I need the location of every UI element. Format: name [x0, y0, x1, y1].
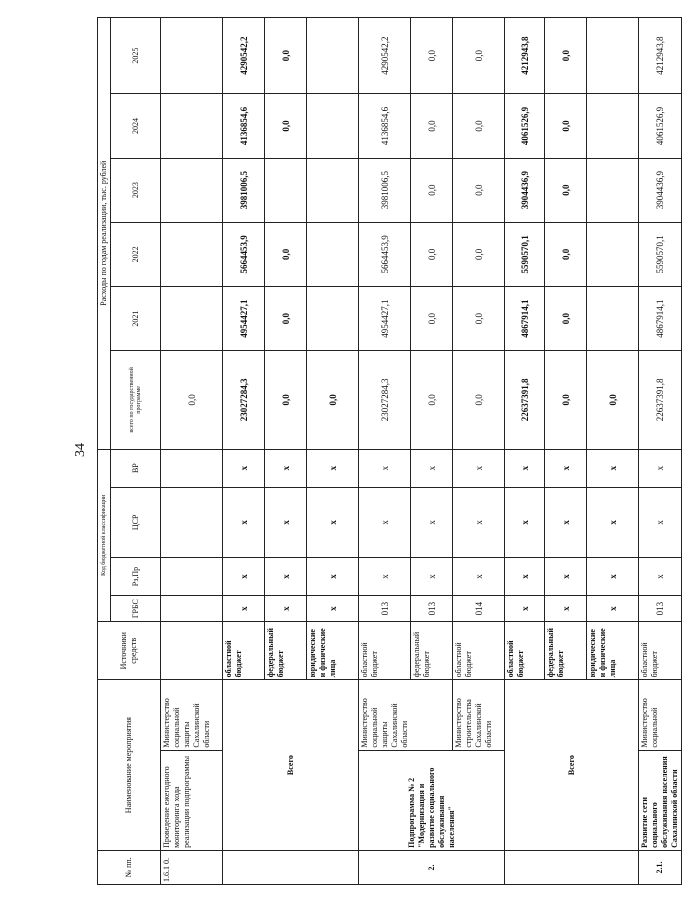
cell-csr: x: [265, 487, 307, 557]
cell-2021: 0,0: [411, 287, 453, 351]
budget-table: [97, 17, 682, 885]
cell-2024: [587, 94, 639, 158]
row-responsible: Министерство строительства Сахалинской области: [453, 680, 505, 750]
cell-grbs: x: [265, 596, 307, 622]
page-number: 34: [73, 443, 88, 457]
cell-2023: 3904436,9: [639, 158, 682, 222]
cell-grbs: x: [505, 596, 545, 622]
cell-csr: x: [307, 487, 359, 557]
cell-csr: x: [545, 487, 587, 557]
cell-grbs: x: [307, 596, 359, 622]
cell-vr: x: [223, 449, 265, 487]
cell-2023: 3981006,5: [359, 158, 411, 222]
cell-2022: 5590570,1: [639, 222, 682, 286]
cell-2021: 4954427,1: [359, 287, 411, 351]
header-grbs: ГРБС: [111, 596, 161, 622]
cell-rzpr: x: [453, 557, 505, 595]
cell-rzpr: x: [545, 557, 587, 595]
header-2023: 2023: [111, 158, 161, 222]
cell-vr: x: [307, 449, 359, 487]
header-2024: 2024: [111, 94, 161, 158]
cell-grbs: x: [587, 596, 639, 622]
table-row: [359, 18, 411, 885]
cell-2025: 0,0: [265, 18, 307, 94]
cell-total: 23027284,3: [359, 351, 411, 449]
cell-2023: [265, 158, 307, 222]
cell-source: областной бюджет: [359, 622, 411, 680]
cell-vr: x: [505, 449, 545, 487]
cell-2022: 0,0: [411, 222, 453, 286]
cell-source: областной бюджет: [505, 622, 545, 680]
vsego-label: Всего: [505, 680, 639, 851]
header-csr: ЦСР: [111, 487, 161, 557]
cell-total: 0,0: [545, 351, 587, 449]
cell-rzpr: x: [587, 557, 639, 595]
cell-grbs: 013: [411, 596, 453, 622]
header-2025: 2025: [111, 18, 161, 94]
cell-2024: 4136854,6: [359, 94, 411, 158]
cell-grbs: 014: [453, 596, 505, 622]
cell-vr: x: [639, 449, 682, 487]
row-responsible: Министерство социальной защиты Сахалинской области: [161, 680, 223, 750]
cell-csr: x: [639, 487, 682, 557]
cell-2024: 4136854,6: [223, 94, 265, 158]
cell-2021: 0,0: [545, 287, 587, 351]
cell-source: областной бюджет: [223, 622, 265, 680]
cell-2023: 0,0: [453, 158, 505, 222]
cell-rzpr: x: [411, 557, 453, 595]
cell-2021: 4867914,1: [639, 287, 682, 351]
cell-total: 22637391,8: [505, 351, 545, 449]
table-row: [639, 18, 682, 885]
cell-2021: 4867914,1: [505, 287, 545, 351]
cell-2025: [307, 18, 359, 94]
cell-2024: 0,0: [265, 94, 307, 158]
cell-2022: 5664453,9: [223, 222, 265, 286]
header-total: всего по государственной программе: [111, 351, 161, 449]
cell-csr: x: [359, 487, 411, 557]
header-rzpr: Рз,Пр: [111, 557, 161, 595]
cell-2025: 4290542,2: [359, 18, 411, 94]
header-source: Источники средств: [98, 622, 161, 680]
cell-2024: 0,0: [411, 94, 453, 158]
row-responsible: Министерство социальной: [639, 680, 682, 750]
cell-source: федеральный бюджет: [545, 622, 587, 680]
cell-2021: 4954427,1: [223, 287, 265, 351]
cell-2022: 5590570,1: [505, 222, 545, 286]
cell-rzpr: x: [639, 557, 682, 595]
cell-2023: 3904436,9: [505, 158, 545, 222]
row-name: Развитие сети социального обслуживания населения Сахалинской области: [639, 750, 682, 850]
cell-2025: 4290542,2: [223, 18, 265, 94]
cell-source: юридические и физические лица: [587, 622, 639, 680]
cell-grbs: x: [223, 596, 265, 622]
row-num: 2.1.: [639, 850, 682, 884]
vsego-label: Всего: [223, 680, 359, 851]
table-row: [505, 18, 545, 885]
row-name: Проведение ежегодного мониторинга хода реализации подпрограммы: [161, 750, 223, 850]
cell-2025: 4212943,8: [505, 18, 545, 94]
cell-2022: [307, 222, 359, 286]
cell-grbs: 013: [359, 596, 411, 622]
subprogram-name: Подпрограмма № 2 "Модернизация и развитие социального обслуживания населения": [359, 750, 505, 850]
cell-csr: x: [223, 487, 265, 557]
cell-csr: x: [411, 487, 453, 557]
cell-vr: x: [587, 449, 639, 487]
cell-source: юридические и физические лица: [307, 622, 359, 680]
rotated-table-container: [97, 17, 679, 885]
cell-2021: [587, 287, 639, 351]
cell-2024: 4061526,9: [639, 94, 682, 158]
cell-2023: 0,0: [411, 158, 453, 222]
cell-vr: x: [545, 449, 587, 487]
cell-source: областной бюджет: [453, 622, 505, 680]
header-num: № пп.: [98, 850, 161, 884]
cell-source: федеральный бюджет: [411, 622, 453, 680]
cell-2025: 0,0: [453, 18, 505, 94]
cell-total: 0,0: [411, 351, 453, 449]
cell-total: 0,0: [265, 351, 307, 449]
cell-total: 0,0: [453, 351, 505, 449]
cell-2025: 0,0: [411, 18, 453, 94]
row-num: 1.6.1 0.: [161, 850, 223, 884]
cell-2023: 0,0: [545, 158, 587, 222]
cell-2022: [587, 222, 639, 286]
cell-total: 0,0: [587, 351, 639, 449]
cell-2025: 4212943,8: [639, 18, 682, 94]
cell-2023: 3981006,5: [223, 158, 265, 222]
cell-vr: x: [265, 449, 307, 487]
cell-2024: 4061526,9: [505, 94, 545, 158]
cell-csr: x: [587, 487, 639, 557]
cell-2021: 0,0: [453, 287, 505, 351]
header-name: Наименование мероприятия: [98, 680, 161, 851]
cell-total: 22637391,8: [639, 351, 682, 449]
cell-2022: 0,0: [453, 222, 505, 286]
header-2021: 2021: [111, 287, 161, 351]
cell-2025: [587, 18, 639, 94]
cell-2022: 0,0: [265, 222, 307, 286]
cell-2024: 0,0: [545, 94, 587, 158]
cell-rzpr: x: [265, 557, 307, 595]
cell-rzpr: x: [505, 557, 545, 595]
cell-grbs: x: [545, 596, 587, 622]
cell-2023: [307, 158, 359, 222]
table-row: [161, 18, 223, 885]
cell-2024: [307, 94, 359, 158]
cell-grbs: 013: [639, 596, 682, 622]
cell-2025: 0,0: [545, 18, 587, 94]
cell-source: областной бюджет: [639, 622, 682, 680]
header-kbk-group: Код бюджетной классификации: [98, 449, 111, 622]
row-num: 2.: [359, 850, 505, 884]
header-2022: 2022: [111, 222, 161, 286]
cell-vr: x: [411, 449, 453, 487]
cell-2021: [307, 287, 359, 351]
cell-rzpr: x: [223, 557, 265, 595]
cell-total: 0,0: [307, 351, 359, 449]
cell-rzpr: x: [359, 557, 411, 595]
cell-rzpr: x: [307, 557, 359, 595]
cell-source: федеральный бюджет: [265, 622, 307, 680]
row-total: 0,0: [161, 351, 223, 449]
cell-vr: x: [359, 449, 411, 487]
header-vr: ВР: [111, 449, 161, 487]
cell-csr: x: [505, 487, 545, 557]
row-responsible: Министерство социальной защиты Сахалинской области: [359, 680, 453, 750]
cell-2022: 5664453,9: [359, 222, 411, 286]
cell-2024: 0,0: [453, 94, 505, 158]
header-expenses-group: Расходы по годам реализации, тыс. рублей: [98, 18, 111, 450]
table-row: [223, 18, 265, 885]
cell-vr: x: [453, 449, 505, 487]
cell-csr: x: [453, 487, 505, 557]
cell-2021: 0,0: [265, 287, 307, 351]
cell-2023: [587, 158, 639, 222]
cell-total: 23027284,3: [223, 351, 265, 449]
cell-2022: 0,0: [545, 222, 587, 286]
